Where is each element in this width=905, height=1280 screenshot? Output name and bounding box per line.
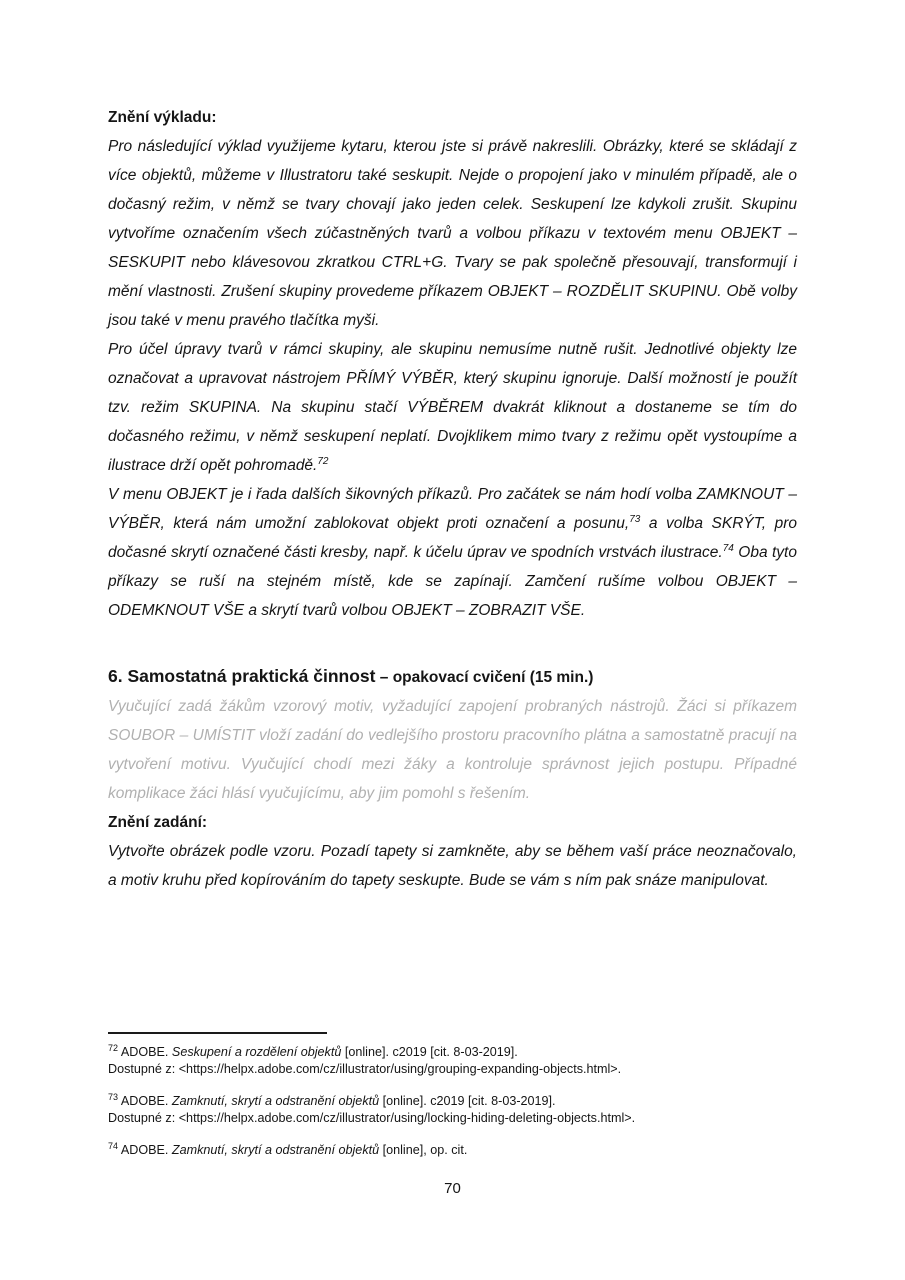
footnote-url: Dostupné z: <https://helpx.adobe.com/cz/illustrator/using/grouping-expanding-objects.html>. bbox=[108, 1061, 622, 1076]
footnote-citation: [online], op. cit. bbox=[379, 1143, 468, 1157]
footnote-separator-line bbox=[108, 1032, 327, 1034]
footnote-ref-74: 74 bbox=[722, 542, 734, 554]
footnote-line bbox=[108, 1044, 797, 1061]
footnote-title: Zamknutí, skrytí a odstranění objektů bbox=[171, 1094, 380, 1108]
footnote-citation: [online]. c2019 [cit. 8-03-2019]. bbox=[379, 1094, 556, 1108]
page-number: 70 bbox=[444, 1180, 461, 1197]
heading-zneni-zadani: Znění zadání: bbox=[108, 814, 208, 831]
footnote-url: Dostupné z: <https://helpx.adobe.com/cz/illustrator/using/locking-hiding-deleting-objects.html>. bbox=[108, 1110, 636, 1125]
paragraph-text: Oba tyto příkazy se ruší na stejném místě, kde se zapínají. Zamčení rušíme volbou OBJEKT – ODEMKNOUT VŠE a skrytí tvarů volbou OBJEKT – ZOBRAZIT VŠE. bbox=[108, 544, 797, 619]
page-content bbox=[108, 103, 797, 895]
paragraph-text: V menu OBJEKT je i řada dalších šikovných příkazů. Pro začátek se nám hodí volba ZAMKNOUT – VÝBĚR, která nám umožní zablokovat objekt proti označení a posunu, bbox=[108, 486, 797, 532]
paragraph-text: Vytvořte obrázek podle vzoru. Pozadí tapety si zamkněte, aby se během vaší práce neoznačovalo, a motiv kruhu před kopírováním do tapety seskupte. Bude se vám s ním pak snáze manipulovat. bbox=[108, 843, 797, 889]
footnote-ref-73: 73 bbox=[629, 513, 641, 525]
section-heading-6 bbox=[108, 662, 797, 692]
footnote-74 bbox=[108, 1142, 797, 1159]
footnote-ref-72: 72 bbox=[317, 455, 329, 467]
paragraph-assignment bbox=[108, 837, 797, 895]
paragraph-text: Vyučující zadá žákům vzorový motiv, vyžadující zapojení probraných nástrojů. Žáci si příkazem SOUBOR – UMÍSTIT vloží zadání do vedlejšího prostoru pracovního plátna a samostatně pracují na vytvoření motivu. Vyučující chodí mezi žáky a kontroluje správnost jejich postupu. Případné komplikace žáci hlásí vyučujícímu, aby jim pomohl s řešením. bbox=[108, 698, 797, 802]
footnote-line bbox=[108, 1093, 797, 1110]
footnote-title: Zamknutí, skrytí a odstranění objektů bbox=[171, 1143, 380, 1157]
footnote-title: Seskupení a rozdělení objektů bbox=[171, 1045, 342, 1059]
footnote-marker: 73 bbox=[108, 1091, 119, 1102]
paragraph-object-menu bbox=[108, 480, 797, 625]
paragraph-text: Pro následující výklad využijeme kytaru, kterou jste si právě nakreslili. Obrázky, které se skládají z více objektů, můžeme v Illustratoru také seskupit. Nejde o propojení jako v minulém případě, ale o dočasný režim, v němž se tvary chovají jako jeden celek. Seskupení lze kdykoli zrušit. Skupinu vytvoříme označením všech zúčastněných tvarů a volbou příkazu v textovém menu OBJEKT – SESKUPIT nebo klávesovou zkratkou CTRL+G. Tvary se pak společně přesouvají, transformují i mění vlastnosti. Zrušení skupiny provedeme příkazem OBJEKT – ROZDĚLIT SKUPINU. Obě volby jsou také v menu pravého tlačítka myši. bbox=[108, 138, 797, 329]
heading-zneni-vykladu: Znění výkladu: bbox=[108, 109, 217, 126]
footnote-author: ADOBE. bbox=[120, 1143, 172, 1157]
footnote-72 bbox=[108, 1044, 797, 1077]
paragraph-grouping-intro bbox=[108, 132, 797, 335]
footnote-marker: 72 bbox=[108, 1042, 119, 1053]
footnote-author: ADOBE. bbox=[120, 1094, 172, 1108]
footnote-citation: [online]. c2019 [cit. 8-03-2019]. bbox=[341, 1045, 518, 1059]
footnote-73 bbox=[108, 1093, 797, 1126]
paragraph-text: a volba SKRÝT, pro dočasné skrytí označené části kresby, např. k účelu úprav ve spodních vrstvách ilustrace. bbox=[108, 515, 797, 561]
section-heading-subtitle: – opakovací cvičení (15 min.) bbox=[375, 669, 594, 686]
section-heading-title: 6. Samostatná praktická činnost bbox=[108, 666, 376, 686]
paragraph-text: Pro účel úpravy tvarů v rámci skupiny, ale skupinu nemusíme nutně rušit. Jednotlivé objekty lze označovat a upravovat nástrojem PŘÍMÝ VÝBĚR, který skupinu ignoruje. Další možností je použít tzv. režim SKUPINA. Na skupinu stačí VÝBĚREM dvakrát kliknout a dostaneme se tím do dočasného režimu, v němž seskupení neplatí. Dvojklikem mimo tvary z režimu opět vystoupíme a ilustrace drží opět pohromadě. bbox=[108, 341, 797, 474]
footnotes-section bbox=[108, 1032, 797, 1175]
footnote-line bbox=[108, 1142, 797, 1159]
paragraph-teacher-notes bbox=[108, 692, 797, 808]
footnote-author: ADOBE. bbox=[120, 1045, 172, 1059]
paragraph-group-editing bbox=[108, 335, 797, 480]
footnote-marker: 74 bbox=[108, 1140, 119, 1151]
